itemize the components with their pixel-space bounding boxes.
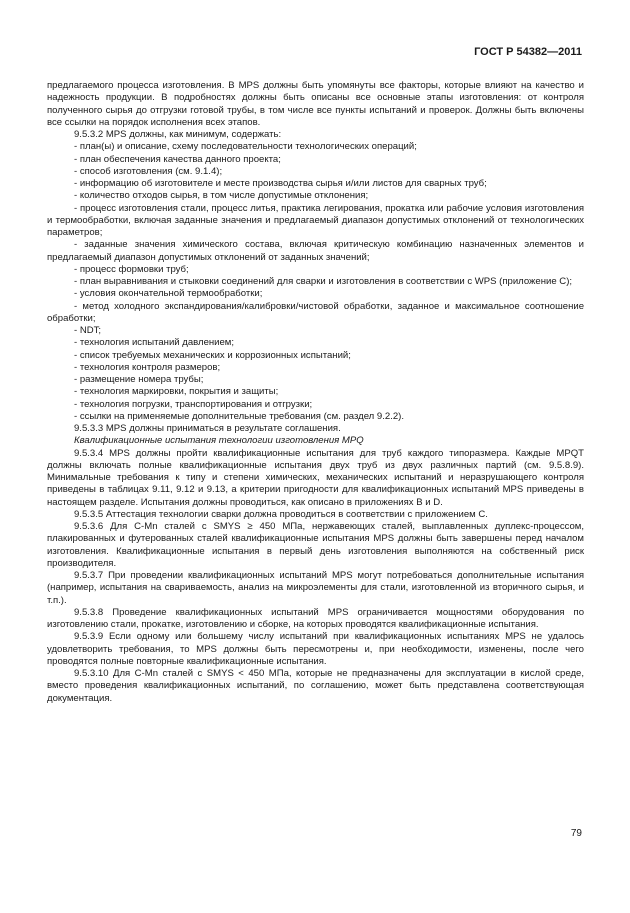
list-item: - заданные значения химического состава, включая критическую комбинацию назначенных элементов и предлагаемый диапазон допустимых отклонений от заданных значений; bbox=[47, 239, 584, 263]
list-item: - информацию об изготовителе и месте производства сырья и/или листов для сварных труб; bbox=[74, 178, 487, 189]
paragraph-9-5-3-8: 9.5.3.8 Проведение квалификационных испытаний MPS ограничивается мощностями оборудования по изготовлению стали, прокатке, изготовлению и сборке, на которых проводятся квалификационные испытания. bbox=[47, 606, 584, 630]
list-item: - технология контроля размеров; bbox=[74, 361, 221, 373]
paragraph-9-5-3-3: 9.5.3.3 MPS должны приниматься в результате соглашения. bbox=[74, 423, 341, 434]
list-item: - план выравнивания и стыковки соединений для сварки и изготовления в соответствии с WPS (приложение С); bbox=[74, 276, 573, 287]
paragraph-9-5-3-9: 9.5.3.9 Если одному или большему числу испытаний при квалификационных испытаниях MPS не удалось удовлетворить требования, то MPS должны быть пересмотрены и, при необходимости, изменены, после чего проводятся полные повторные квалификационные испытания. bbox=[47, 631, 584, 667]
page-number: 79 bbox=[570, 828, 582, 839]
list-item: - условия окончательной термообработки; bbox=[74, 288, 263, 300]
list-item: - список требуемых механических и коррозионных испытаний; bbox=[74, 349, 351, 361]
list-item: - количество отходов сырья, в том числе допустимые отклонения; bbox=[74, 190, 369, 202]
list-item: - метод холодного экспандирования/калибровки/чистовой обработки, заданное и максимальное соотношение обработки; bbox=[47, 300, 584, 324]
paragraph-9-5-3-10: 9.5.3.10 Для C-Mn сталей с SMYS < 450 МПа, которые не предназначены для эксплуатации в кислой среде, вместо проведения квалификационных испытаний, по соглашению, может быть представлена соответствующая документация. bbox=[47, 668, 584, 704]
paragraph-9-5-3-7: 9.5.3.7 При проведении квалификационных испытаний MPS могут потребоваться дополнительные испытания (например, испытания на свариваемость, анализ на микроэлементы для стали, изготовленной из вторичного сырья, и т.п.). bbox=[47, 570, 584, 606]
list-item: - технология испытаний давлением; bbox=[74, 337, 235, 349]
list-item: - размещение номера трубы; bbox=[74, 374, 204, 385]
list-item: - ссылки на применяемые дополнительные требования (см. раздел 9.2.2). bbox=[74, 410, 404, 422]
paragraph-9-5-3-4: 9.5.3.4 MPS должны пройти квалификационные испытания для труб каждого типоразмера. Каждые MPQT должны включать полные квалификационные испытания двух труб из двух различных партий (см. 9.5.8.9). Минимальные требования к типу и степени химических, механических испытаний и неразрушающего контроля приведены в таблицах 9.11, 9.12 и 9.13, а критерии пригодности для квалификационных испытаний MPS приведены в настоящем разделе. Испытания должны проводиться, как описано в приложениях В и D. bbox=[47, 447, 584, 508]
list-item: - план обеспечения качества данного проекта; bbox=[74, 153, 281, 165]
list-item: - технология маркировки, покрытия и защиты; bbox=[74, 386, 279, 398]
list-item: - план(ы) и описание, схему последовательности технологических операций; bbox=[74, 141, 417, 153]
paragraph-9-5-3-5: 9.5.3.5 Аттестация технологии сварки должна проводиться в соответствии с приложением С. bbox=[74, 508, 488, 520]
list-item: - способ изготовления (см. 9.1.4); bbox=[74, 165, 223, 177]
document-header: ГОСТ Р 54382—2011 bbox=[474, 46, 582, 58]
section-subheading: Квалификационные испытания технологии изготовления MPQ bbox=[74, 435, 364, 447]
document-body bbox=[47, 80, 584, 705]
list-item: - технология погрузки, транспортирования и отгрузки; bbox=[74, 398, 313, 410]
list-item: - процесс изготовления стали, процесс литья, практика легирования, прокатка или рабочие условия изготовления и термообработки, включая заданные значения и предлагаемый диапазон допустимых отклонений от технологических параметров; bbox=[47, 202, 584, 238]
list-item: - процесс формовки труб; bbox=[74, 263, 189, 275]
paragraph-continuation: предлагаемого процесса изготовления. В MPS должны быть упомянуты все факторы, которые влияют на качество и надежность продукции. В подробностях должны быть описаны все основные этапы изготовления: от контроля полученного сырья до отгрузки готовой трубы, в том числе все пункты испытаний и проверок. Должны быть включены все ссылки на порядок исполнения всех этапов. bbox=[47, 80, 584, 128]
paragraph-9-5-3-2: 9.5.3.2 MPS должны, как минимум, содержать: bbox=[74, 129, 282, 140]
paragraph-9-5-3-6: 9.5.3.6 Для C-Mn сталей с SMYS ≥ 450 МПа, нержавеющих сталей, выплавленных дуплекс-процессом, плакированных и футерованных сталей квалификационные испытания MPS должны быть завершены перед началом изготовления. Квалификационные испытания в первый день изготовления выполняются на собственный риск производителя. bbox=[47, 521, 584, 569]
list-item: - NDT; bbox=[74, 325, 102, 336]
